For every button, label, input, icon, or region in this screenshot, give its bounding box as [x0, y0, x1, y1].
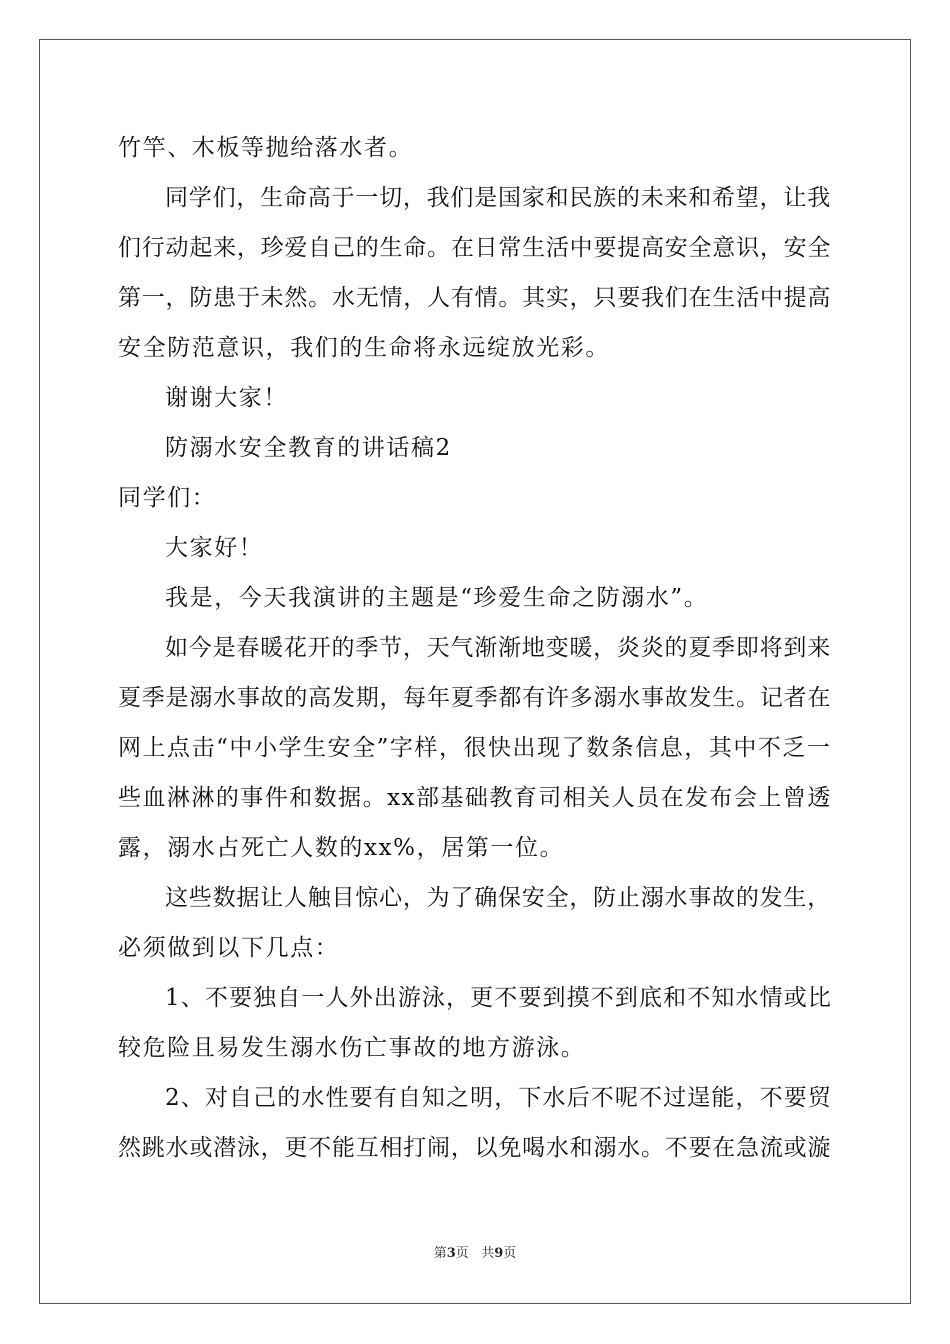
text-line: 第一，防患于未然。水无情，人有情。其实，只要我们在生活中提高 — [118, 285, 832, 311]
text-line: 些血淋淋的事件和数据。xx部基础教育司相关人员在发布会上曾透 — [118, 785, 832, 811]
text-line: 安全防范意识，我们的生命将永远绽放光彩。 — [118, 335, 610, 361]
paragraph-line: 谢谢大家！ — [165, 385, 288, 411]
text-line: 必须做到以下几点： — [118, 935, 340, 961]
paragraph-line: 这些数据让人触目惊心，为了确保安全，防止溺水事故的发生， — [165, 885, 831, 911]
list-item-line: 2、对自己的水性要有自知之明，下水后不呢不过逞能，不要贸 — [165, 1085, 832, 1111]
salutation: 同学们： — [118, 485, 217, 511]
footer-prefix: 第 — [433, 1246, 447, 1261]
page-frame — [39, 39, 911, 1304]
total-page-number: 9 — [494, 1246, 504, 1261]
text-line: 竹竿、木板等抛给落水者。 — [118, 135, 414, 161]
page-footer — [0, 1246, 950, 1262]
paragraph-line: 如今是春暖花开的季节，天气渐渐地变暖，炎炎的夏季即将到来 — [165, 635, 831, 661]
text-line: 露，溺水占死亡人数的xx%，居第一位。 — [118, 835, 565, 861]
text-line: 然跳水或潜泳，更不能互相打闹，以免喝水和溺水。不要在急流或漩 — [118, 1135, 832, 1161]
current-page-number: 3 — [446, 1246, 456, 1261]
list-item-line: 1、不要独自一人外出游泳，更不要到摸不到底和不知水情或比 — [165, 985, 832, 1011]
section-heading: 防溺水安全教育的讲话稿2 — [165, 435, 452, 461]
paragraph-line: 我是，今天我演讲的主题是“珍爱生命之防溺水”。 — [165, 585, 709, 611]
paragraph-line: 同学们，生命高于一切，我们是国家和民族的未来和希望，让我 — [165, 185, 831, 211]
text-line: 们行动起来，珍爱自己的生命。在日常生活中要提高安全意识，安全 — [118, 235, 832, 261]
text-line: 较危险且易发生溺水伤亡事故的地方游泳。 — [118, 1035, 586, 1061]
text-line: 夏季是溺水事故的高发期，每年夏季都有许多溺水事故发生。记者在 — [118, 685, 832, 711]
footer-suffix: 页 — [503, 1246, 517, 1261]
paragraph-line: 大家好！ — [165, 535, 264, 561]
footer-mid: 页 共 — [455, 1246, 495, 1261]
text-line: 网上点击“中小学生安全”字样，很快出现了数条信息，其中不乏一 — [118, 735, 832, 761]
